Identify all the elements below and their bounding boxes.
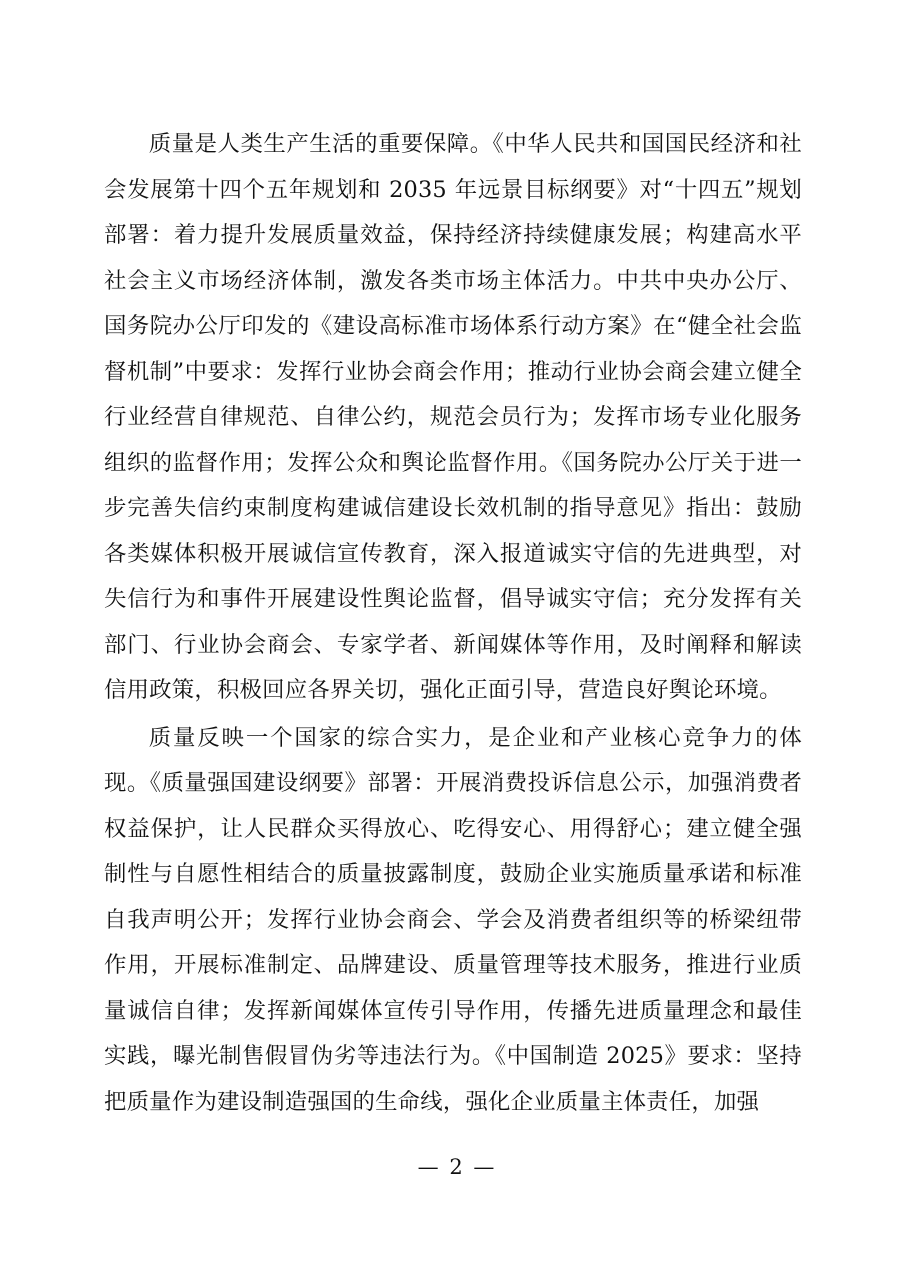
paragraph-1: 质量是人类生产生活的重要保障。《中华人民共和国国民经济和社会发展第十四个五年规划和 2035 年远景目标纲要》对“十四五”规划部署：着力提升发展质量效益，保持经济持续健康发展；构建高水平社会主义市场经济体制，激发各类市场主体活力。中共中央办公厅、国务院办公厅印发的《建设高标准市场体系行动方案》在“健全社会监督机制”中要求：发挥行业协会商会作用；推动行业协会商会建立健全行业经营自律规范、自律公约，规范会员行为；发挥市场专业化服务组织的监督作用；发挥公众和舆论监督作用。《国务院办公厅关于进一步完善失信约束制度构建诚信建设长效机制的指导意见》指出：鼓励各类媒体积极开展诚信宣传教育，深入报道诚实守信的先进典型，对失信行为和事件开展建设性舆论监督，倡导诚实守信；充分发挥有关部门、行业协会商会、专家学者、新闻媒体等作用，及时阐释和解读信用政策，积极回应各界关切，强化正面引导，营造良好舆论环境。 xyxy=(104,131,802,703)
document-body xyxy=(104,122,802,1127)
page-number xyxy=(0,1155,900,1179)
page-number-text: — 2 — xyxy=(417,1155,497,1179)
paragraph-2: 质量反映一个国家的综合实力，是企业和产业核心竞争力的体现。《质量强国建设纲要》部署：开展消费投诉信息公示，加强消费者权益保护，让人民群众买得放心、吃得安心、用得舒心；建立健全强制性与自愿性相结合的质量披露制度，鼓励企业实施质量承诺和标准自我声明公开；发挥行业协会商会、学会及消费者组织等的桥梁纽带作用，开展标准制定、品牌建设、质量管理等技术服务，推进行业质量诚信自律；发挥新闻媒体宣传引导作用，传播先进质量理念和最佳实践，曝光制售假冒伪劣等违法行为。《中国制造 2025》要求：坚持把质量作为建设制造强国的生命线，强化企业质量主体责任，加强 xyxy=(104,724,802,1115)
